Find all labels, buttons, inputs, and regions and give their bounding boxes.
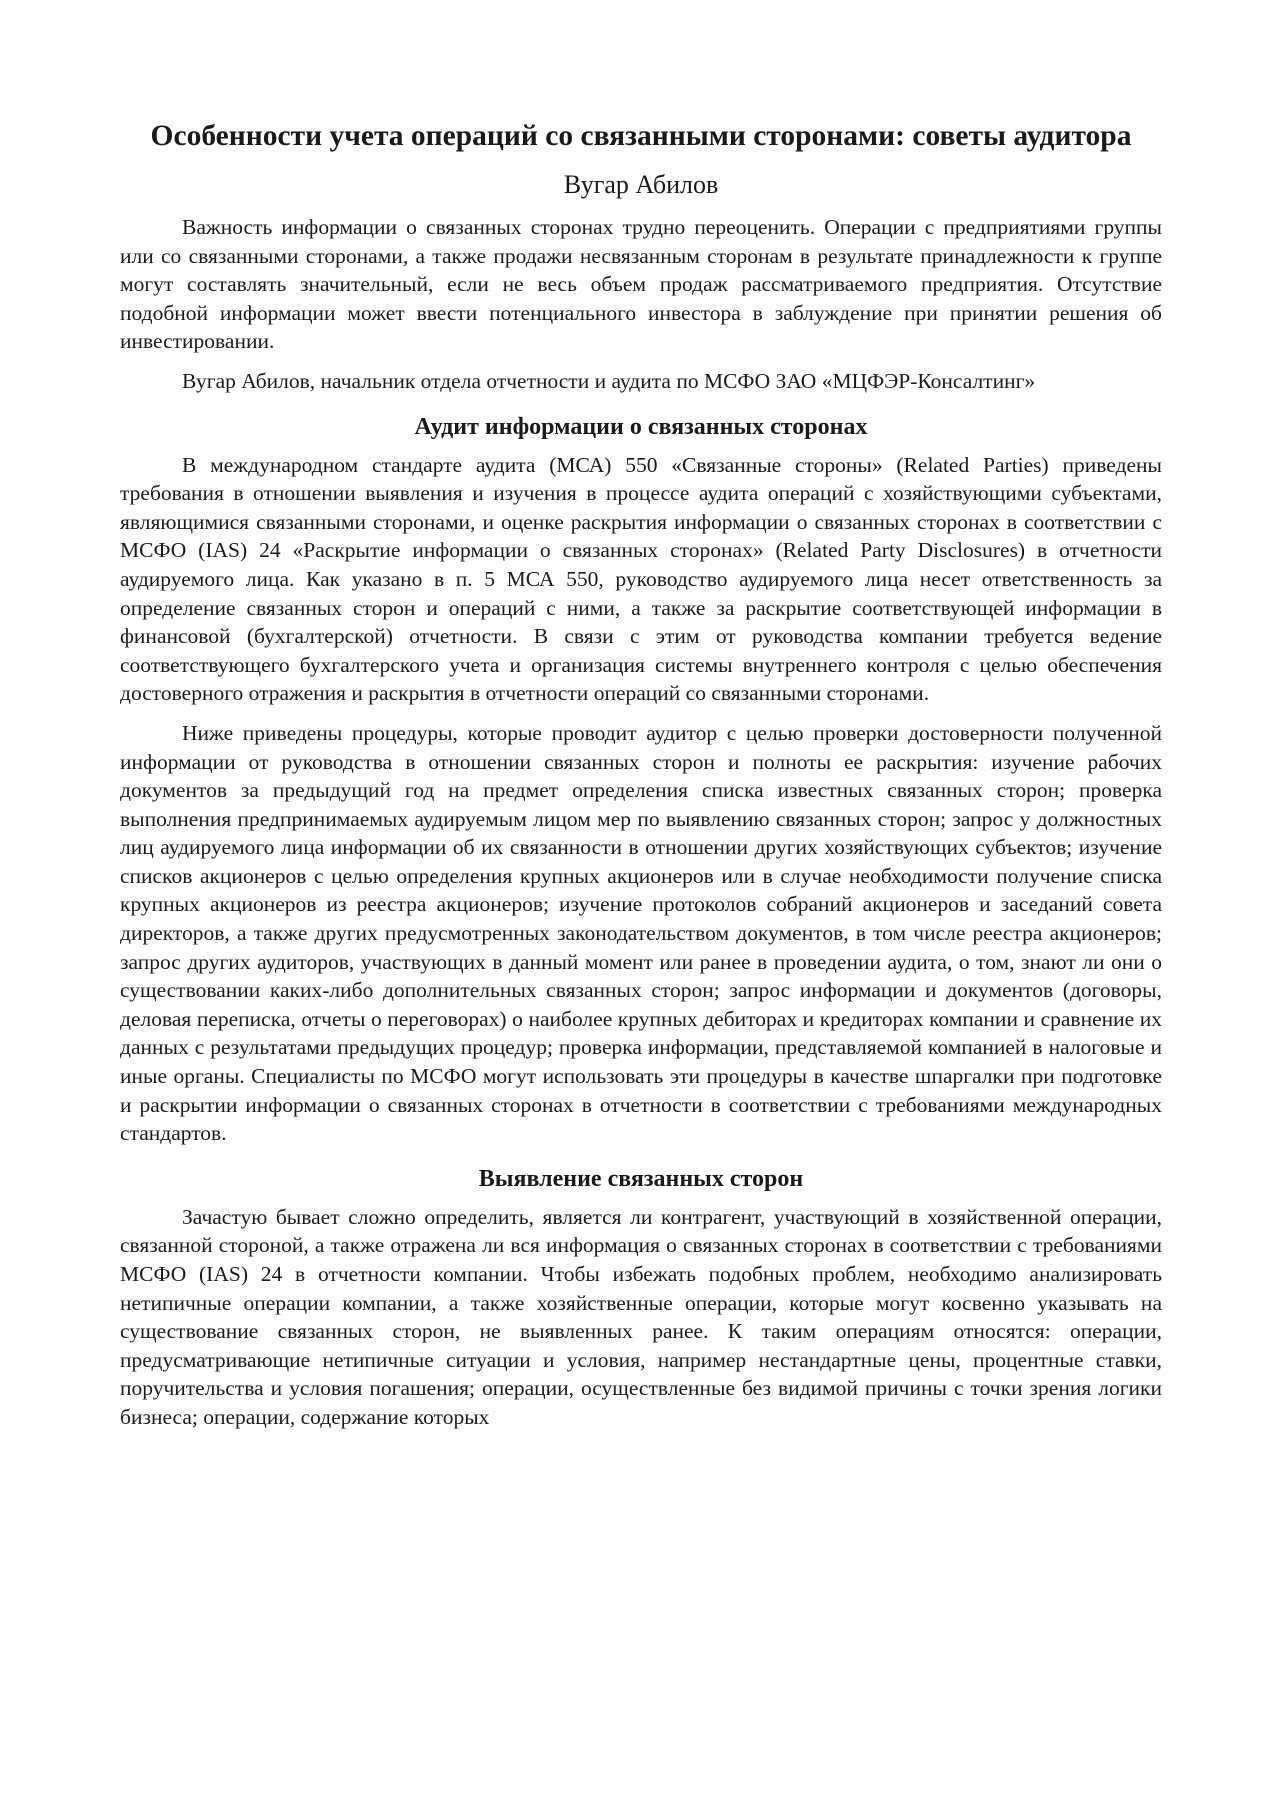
section-heading-identification: Выявление связанных сторон (478, 1165, 804, 1192)
body-paragraph: Зачастую бывает сложно определить, является ли контрагент, участвующий в хозяйственной операции, связанной стороной, а также отражена ли вся информация о связанных сторонах в соответствии с требованиями МСФО (IAS) 24 в отчетности компании. Чтобы избежать подобных проблем, необходимо анализировать нетипичные операции компании, а также хозяйственные операции, которые могут косвенно указывать на существование связанных сторон, не выявленных ранее. К таким операциям относятся: операции, предусматривающие нетипичные ситуации и условия, например нестандартные цены, процентные ставки, поручительства и условия погашения; операции, осуществленные без видимой причины с точки зрения логики бизнеса; операции, содержание которых (120, 1204, 1162, 1429)
document-author: Вугар Абилов (563, 170, 719, 199)
body-paragraph: В международном стандарте аудита (МСА) 550 «Связанные стороны» (Related Parties) приведены требования в отношении выявления и изучения в процессе аудита операций с хозяйствующими субъектами, являющимися связанными сторонами, и оценке раскрытия информации о связанных сторонах в соответствии с МСФО (IAS) 24 «Раскрытие информации о связанных сторонах» (Related Party Disclosures) в отчетности аудируемого лица. Как указано в п. 5 МСА 550, руководство аудируемого лица несет ответственность за определение связанных сторон и операций с ними, а также за раскрытие соответствующей информации в финансовой (бухгалтерской) отчетности. В связи с этим от руководства компании требуется ведение соответствующего бухгалтерского учета и организация системы внутреннего контроля с целью обеспечения достоверного отражения и раскрытия в отчетности операций со связанными сторонами. (120, 452, 1162, 706)
document-page (120, 118, 1162, 1443)
body-paragraph: Ниже приведены процедуры, которые проводит аудитор с целью проверки достоверности полученной информации от руководства в отношении связанных сторон и полноты ее раскрытия: изучение рабочих документов за предыдущий год на предмет определения списка известных связанных сторон; проверка выполнения предпринимаемых аудируемым лицом мер по выявлению связанных сторон; запрос у должностных лиц аудируемого лица информации об их связанности в отношении других хозяйствующих субъектов; изучение списков акционеров с целью определения крупных акционеров или в случае необходимости получение списка крупных акционеров из реестра акционеров; изучение протоколов собраний акционеров и заседаний совета директоров, а также других предусмотренных законодательством документов, в том числе реестра акционеров; запрос других аудиторов, участвующих в данный момент или ранее в проведении аудита, о том, знают ли они о существовании каких-либо дополнительных связанных сторон; запрос информации и документов (договоры, деловая переписка, отчеты о переговорах) о наиболее крупных дебиторах и кредиторах компании и сравнение их данных с результатами предыдущих процедур; проверка информации, представляемой компанией в налоговые и иные органы. Специалисты по МСФО могут использовать эти процедуры в качестве шпаргалки при подготовке и раскрытии информации о связанных сторонах в отчетности в соответствии с требованиями международных стандартов. (120, 720, 1162, 1146)
author-bio-paragraph: Вугар Абилов, начальник отдела отчетности и аудита по МСФО ЗАО «МЦФЭР-Консалтинг» (182, 368, 1036, 393)
intro-paragraph: Важность информации о связанных сторонах трудно переоценить. Операции с предприятиями группы или со связанными сторонами, а также продажи несвязанным сторонам в результате принадлежности к группе могут составлять значительный, если не весь объем продаж рассматриваемого предприятия. Отсутствие подобной информации может ввести потенциального инвестора в заблуждение при принятии решения об инвестировании. (120, 215, 1162, 354)
section-heading-audit: Аудит информации о связанных сторонах (414, 413, 868, 440)
document-title: Особенности учета операций со связанными сторонами: советы аудитора (150, 120, 1132, 152)
